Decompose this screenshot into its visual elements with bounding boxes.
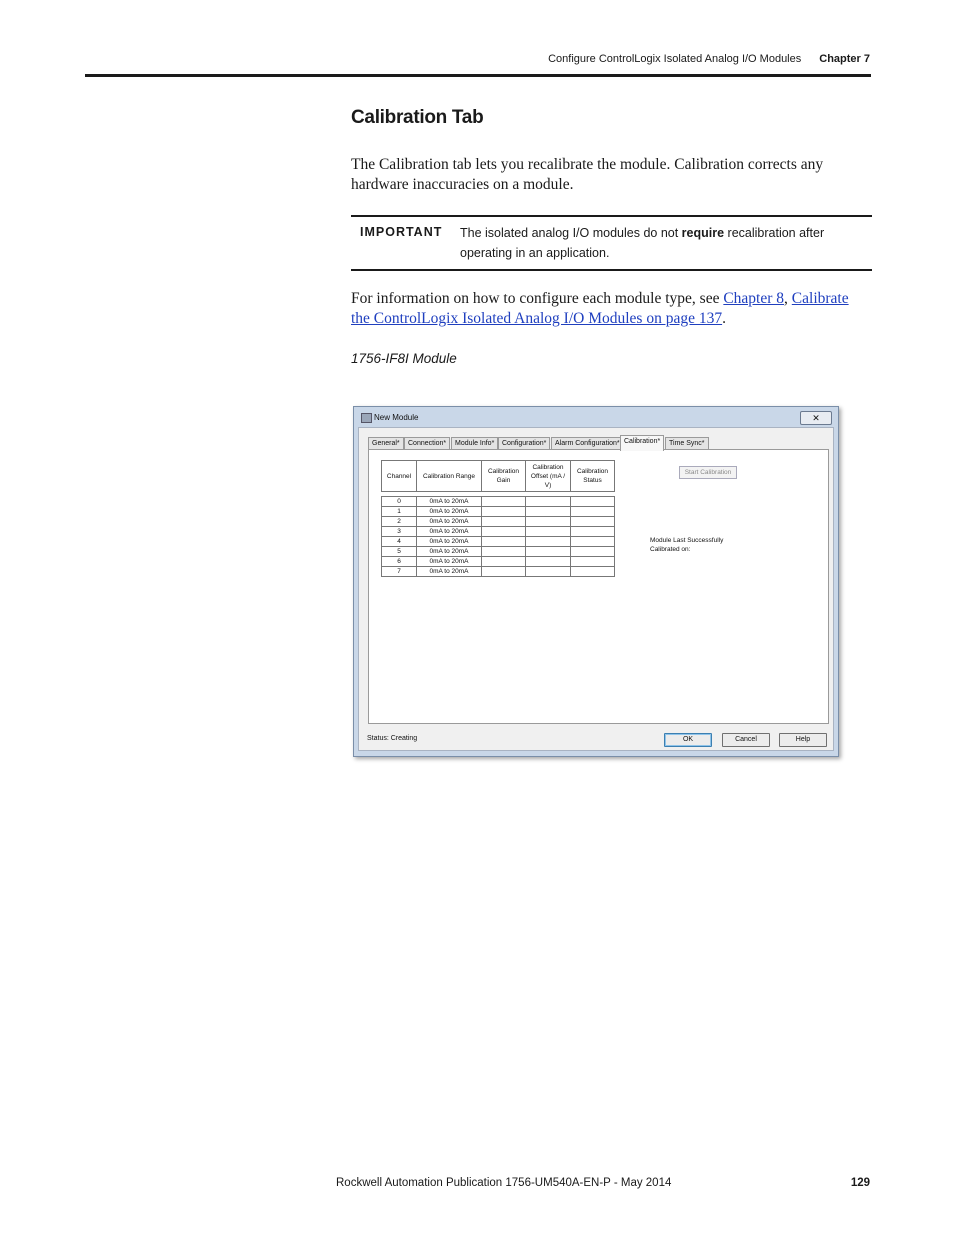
channel-cell: 3 [382,527,417,537]
info-separator: , [784,290,792,307]
important-text-before: The isolated analog I/O modules do not [460,226,682,240]
figure-caption: 1756-IF8I Module [351,351,457,366]
gain-cell [482,557,526,567]
tab-time-sync[interactable]: Time Sync* [665,437,709,450]
channel-cell: 6 [382,557,417,567]
tab-calibration[interactable]: Calibration* [620,435,664,451]
status-cell [571,527,615,537]
channel-cell: 2 [382,517,417,527]
table-row[interactable] [382,547,615,557]
table-row[interactable] [382,557,615,567]
running-header [548,53,870,65]
status-cell [571,497,615,507]
tab-module-info[interactable]: Module Info* [451,437,498,450]
range-cell: 0mA to 20mA [417,537,482,547]
calibrate-modules-link[interactable]: Calibrate the ControlLogix Isolated Analog I/O Modules on page 137 [351,290,849,327]
status-cell [571,567,615,577]
channel-cell: 0 [382,497,417,507]
range-cell: 0mA to 20mA [417,497,482,507]
window-icon [361,413,372,423]
last-calibrated-line1: Module Last Successfully [650,537,724,544]
header-calibration-status: Calibration Status [571,461,615,492]
tab-configuration[interactable]: Configuration* [498,437,550,450]
gain-cell [482,537,526,547]
tab-connection[interactable]: Connection* [404,437,450,450]
important-text-after: recalibration after operating in an application. [460,226,825,260]
offset-cell [526,557,571,567]
tab-general[interactable]: General* [368,437,404,450]
table-row[interactable] [382,527,615,537]
channel-cell: 4 [382,537,417,547]
gain-cell [482,497,526,507]
footer-publication: Rockwell Automation Publication 1756-UM540A-EN-P - May 2014 [336,1177,672,1189]
range-cell: 0mA to 20mA [417,507,482,517]
range-cell: 0mA to 20mA [417,517,482,527]
close-icon: ✕ [812,413,820,423]
tab-alarm-configuration[interactable]: Alarm Configuration* [551,437,624,450]
offset-cell [526,537,571,547]
range-cell: 0mA to 20mA [417,527,482,537]
close-button[interactable] [800,411,832,425]
header-calibration-range: Calibration Range [417,461,482,492]
header-chapter: Chapter 7 [819,53,870,65]
channel-cell: 7 [382,567,417,577]
table-row[interactable] [382,537,615,547]
offset-cell [526,527,571,537]
last-calibrated-line2: Calibrated on: [650,546,691,553]
cancel-button[interactable]: Cancel [722,733,770,747]
gain-cell [482,527,526,537]
header-rule [85,74,871,77]
status-cell [571,537,615,547]
header-channel: Channel [382,461,417,492]
dialog-title: New Module [374,413,419,422]
header-calibration-gain: Calibration Gain [482,461,526,492]
table-row[interactable] [382,507,615,517]
help-button[interactable]: Help [779,733,827,747]
offset-cell [526,567,571,577]
table-row[interactable] [382,517,615,527]
status-text: Status: Creating [367,735,418,742]
calibration-panel [368,449,829,724]
offset-cell [526,497,571,507]
start-calibration-button[interactable]: Start Calibration [679,466,737,479]
info-end: . [722,310,726,327]
new-module-dialog [353,406,839,757]
offset-cell [526,547,571,557]
calibration-table [381,460,615,577]
range-cell: 0mA to 20mA [417,557,482,567]
status-cell [571,557,615,567]
important-label: IMPORTANT [360,225,443,239]
header-calibration-offset: Calibration Offset (mA / V) [526,461,571,492]
gain-cell [482,567,526,577]
section-title: Calibration Tab [351,107,484,128]
intro-paragraph: The Calibration tab lets you recalibrate the module. Calibration corrects any hardware inaccuracies on a module. [351,156,824,193]
dialog-titlebar[interactable] [358,410,834,424]
table-row[interactable] [382,567,615,577]
important-note [351,215,872,271]
offset-cell [526,517,571,527]
header-section: Configure ControlLogix Isolated Analog I/O Modules [548,53,802,65]
dialog-body [358,427,834,751]
info-paragraph [351,289,871,329]
info-text: For information on how to configure each module type, see [351,290,724,307]
channel-cell: 1 [382,507,417,517]
range-cell: 0mA to 20mA [417,547,482,557]
important-text-bold: require [681,226,725,240]
status-cell [571,517,615,527]
gain-cell [482,517,526,527]
gain-cell [482,507,526,517]
status-cell [571,547,615,557]
chapter-8-link[interactable]: Chapter 8 [723,290,785,307]
important-text [460,223,865,263]
ok-button[interactable]: OK [664,733,712,747]
table-row[interactable] [382,497,615,507]
range-cell: 0mA to 20mA [417,567,482,577]
offset-cell [526,507,571,517]
last-calibrated-label [650,536,723,554]
channel-cell: 5 [382,547,417,557]
gain-cell [482,547,526,557]
page-number: 129 [850,1177,870,1189]
status-cell [571,507,615,517]
